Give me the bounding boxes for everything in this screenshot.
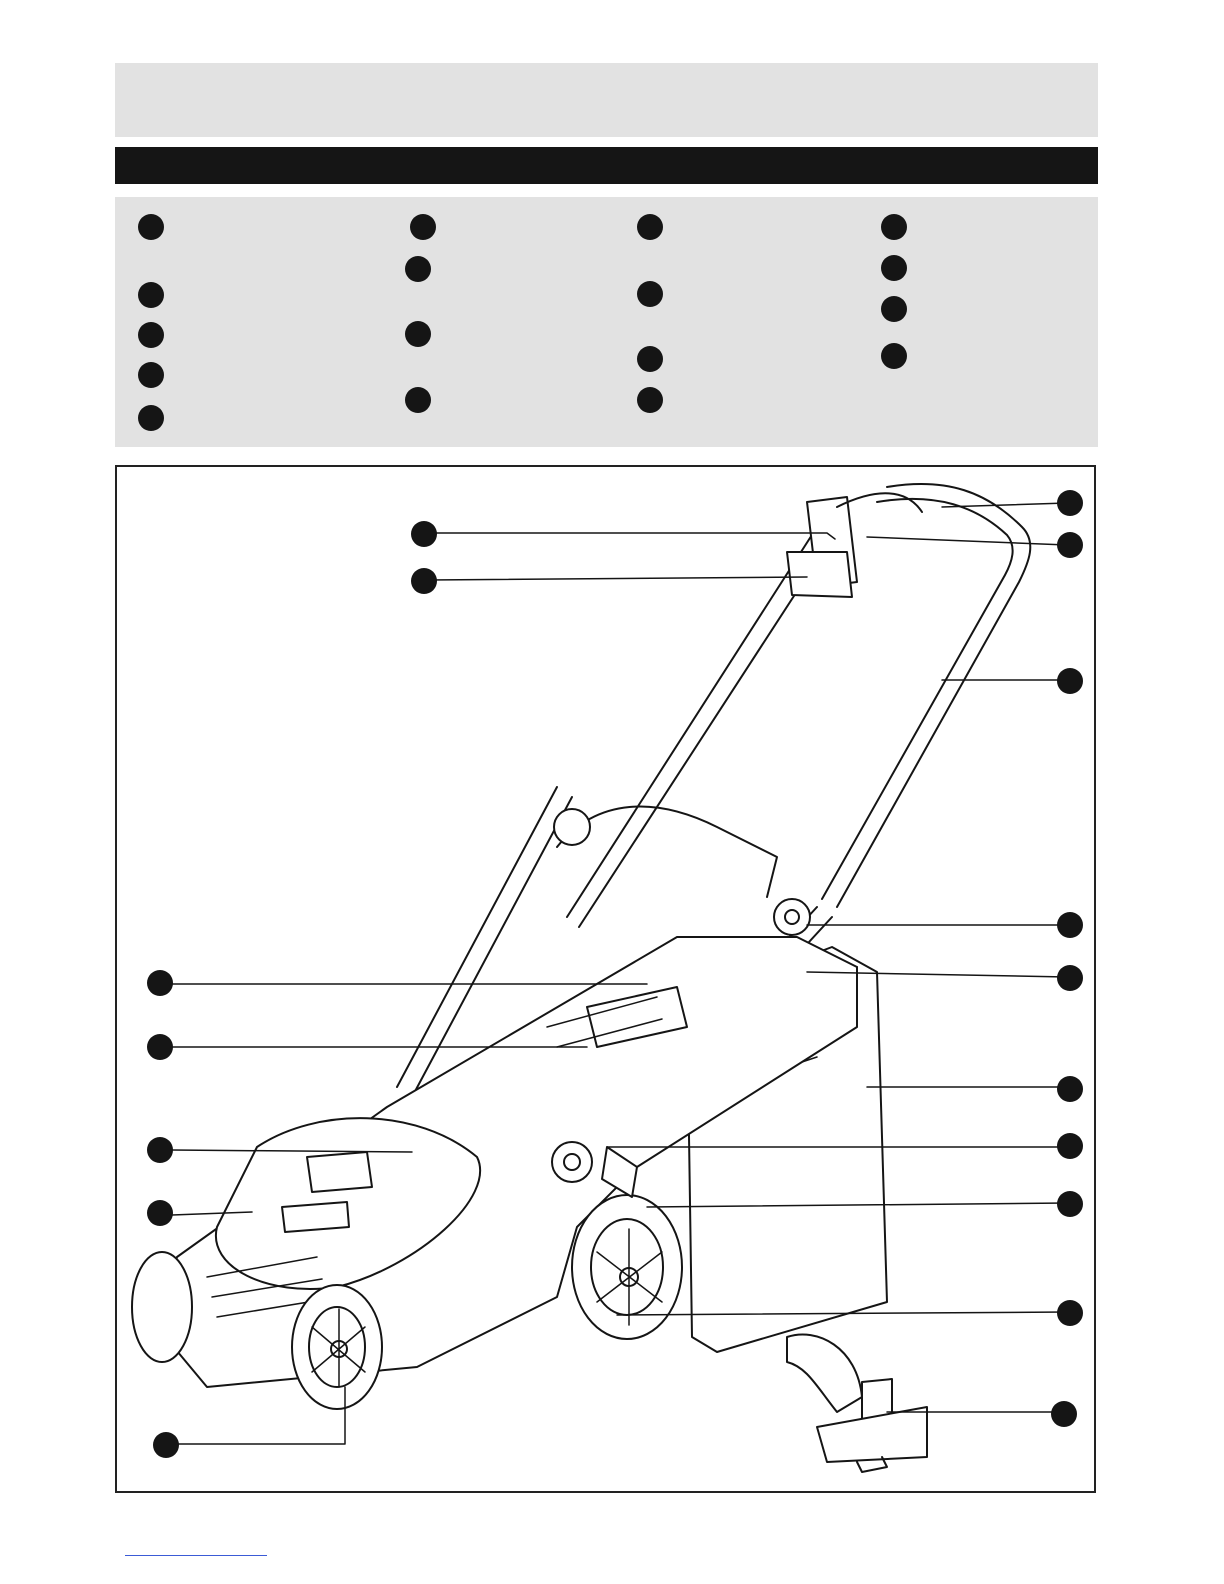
callout-bullet xyxy=(411,521,437,547)
legend-bullet xyxy=(881,255,907,281)
legend-bullet xyxy=(410,214,436,240)
callout-bullet xyxy=(153,1432,179,1458)
callout-bullet xyxy=(1057,490,1083,516)
legend-bullet xyxy=(881,343,907,369)
upper-handle-drawing xyxy=(567,484,1030,927)
callout-bullet xyxy=(147,1200,173,1226)
callout-bullet xyxy=(1051,1401,1077,1427)
legend-bullet xyxy=(637,281,663,307)
callout-bullet xyxy=(1057,668,1083,694)
callout-bullet xyxy=(147,1137,173,1163)
callout-bullet xyxy=(411,568,437,594)
legend-bullet xyxy=(637,214,663,240)
callout-bullet xyxy=(1057,1300,1083,1326)
legend-bullet xyxy=(637,346,663,372)
callout-bullet xyxy=(1057,912,1083,938)
title-band xyxy=(115,63,1098,137)
leader-2 xyxy=(427,577,807,580)
mower-diagram-frame xyxy=(115,465,1096,1493)
callout-bullet xyxy=(147,1034,173,1060)
legend-bullet xyxy=(138,362,164,388)
legend-bullet xyxy=(881,214,907,240)
legend-bullet xyxy=(138,322,164,348)
callout-bullet xyxy=(1057,1076,1083,1102)
front-left-wheel-drawing xyxy=(132,1252,192,1362)
callout-bullet xyxy=(1057,1133,1083,1159)
section-header-band xyxy=(115,147,1098,184)
legend-bullet xyxy=(138,214,164,240)
callout-bullet xyxy=(1057,1191,1083,1217)
callout-bullet xyxy=(1057,532,1083,558)
legend-bullet xyxy=(637,387,663,413)
callout-bullet xyxy=(147,970,173,996)
legend-bullet xyxy=(881,296,907,322)
legend-bullet xyxy=(405,256,431,282)
footer-link-underline[interactable] xyxy=(125,1555,267,1556)
legend-bullet xyxy=(138,405,164,431)
leader-4 xyxy=(867,537,1067,545)
parts-legend-panel xyxy=(115,197,1098,447)
legend-bullet xyxy=(405,321,431,347)
legend-bullet xyxy=(138,282,164,308)
rear-wheel-drawing xyxy=(572,1195,682,1339)
callout-bullet xyxy=(1057,965,1083,991)
lawn-mower-illustration xyxy=(117,467,1098,1495)
leader-3 xyxy=(942,503,1067,507)
leader-1 xyxy=(427,533,835,539)
legend-bullet xyxy=(405,387,431,413)
safety-key-inset-drawing xyxy=(787,1335,927,1473)
front-wheel-drawing xyxy=(292,1285,382,1409)
